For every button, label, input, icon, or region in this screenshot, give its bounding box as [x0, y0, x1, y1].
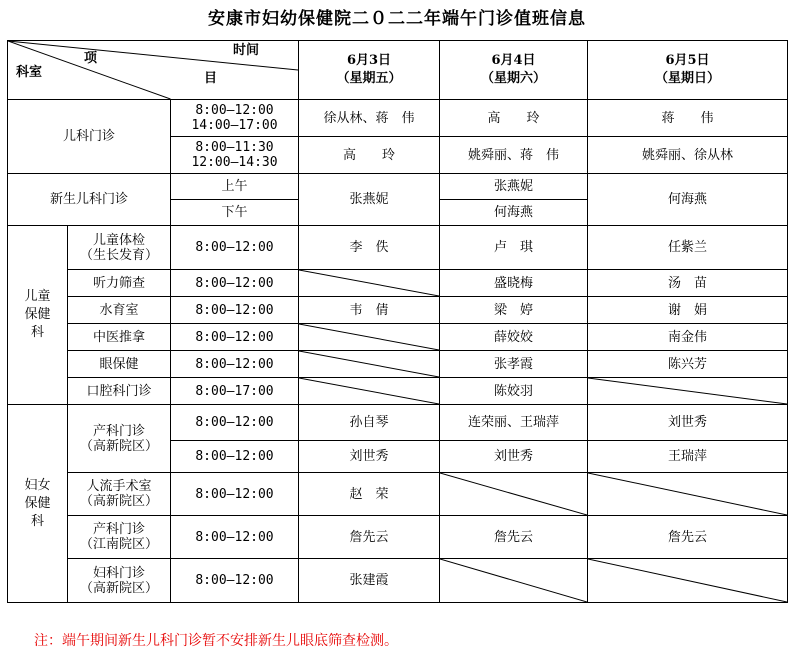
time-cell: 8:00—12:00	[171, 297, 299, 324]
duty-cell: 任紫兰	[588, 226, 788, 270]
duty-cell: 张燕妮	[299, 174, 440, 226]
day-3-weekday: （星期日）	[655, 71, 721, 86]
duty-cell: 谢 娟	[588, 297, 788, 324]
duty-cell: 刘世秀	[299, 441, 440, 473]
empty-slash-cell	[588, 378, 788, 405]
duty-cell: 姚舜丽、蒋 伟	[440, 137, 588, 174]
group-label: 妇女保健科	[24, 477, 51, 529]
header-day-3	[588, 41, 788, 100]
time-cell	[171, 137, 299, 174]
group-label: 儿童保健科	[24, 289, 51, 340]
day-2-weekday: （星期六）	[481, 71, 547, 86]
time-cell: 8:00—12:00	[171, 473, 299, 516]
page-title: 安康市妇幼保健院二０二二年端午门诊值班信息	[208, 9, 586, 29]
item-cell	[68, 516, 171, 559]
header-item-label: 项	[84, 51, 98, 66]
time-line: 14:00—17:00	[191, 118, 278, 133]
item-subname: （江南院区）	[79, 537, 158, 552]
duty-cell: 盛晓梅	[440, 270, 588, 297]
schedule-table	[7, 40, 788, 603]
item-cell: 眼保健	[68, 351, 171, 378]
duty-cell: 詹先云	[440, 516, 588, 559]
duty-cell: 张孝霞	[440, 351, 588, 378]
period-cell: 上午	[171, 174, 299, 200]
duty-cell: 李 佚	[299, 226, 440, 270]
table-row	[8, 473, 788, 516]
empty-slash-cell	[299, 270, 440, 297]
item-cell: 水育室	[68, 297, 171, 324]
table-row	[8, 405, 788, 441]
duty-cell: 蒋 伟	[588, 100, 788, 137]
table-row	[8, 226, 788, 270]
duty-cell: 孙自琴	[299, 405, 440, 441]
time-line: 12:00—14:30	[191, 155, 278, 170]
item-subname: （高新院区）	[79, 494, 158, 509]
group-women-health	[8, 405, 68, 603]
table-row	[8, 174, 788, 200]
table-row	[8, 378, 788, 405]
duty-cell: 刘世秀	[588, 405, 788, 441]
duty-cell: 陈兴芳	[588, 351, 788, 378]
item-name: 产科门诊	[92, 522, 145, 537]
duty-cell: 连荣丽、王瑞萍	[440, 405, 588, 441]
table-row	[8, 351, 788, 378]
table-row	[8, 516, 788, 559]
header-day-1	[299, 41, 440, 100]
header-day-2	[440, 41, 588, 100]
day-2-date: 6月4日	[491, 53, 536, 68]
time-cell: 8:00—12:00	[171, 516, 299, 559]
empty-slash-cell	[299, 351, 440, 378]
empty-slash-cell	[299, 324, 440, 351]
footnote: 注：端午期间新生儿科门诊暂不安排新生儿眼底筛查检测。	[34, 633, 398, 649]
duty-cell: 姚舜丽、徐从林	[588, 137, 788, 174]
item-cell: 中医推拿	[68, 324, 171, 351]
duty-cell: 韦 倩	[299, 297, 440, 324]
header-row	[8, 41, 788, 100]
item-subname: （生长发育）	[79, 247, 158, 263]
item-cell	[68, 405, 171, 473]
empty-slash-cell	[299, 378, 440, 405]
empty-slash-cell	[588, 473, 788, 516]
duty-cell: 薛姣姣	[440, 324, 588, 351]
time-cell: 8:00—12:00	[171, 351, 299, 378]
duty-cell: 刘世秀	[440, 441, 588, 473]
header-dept-label: 科室	[16, 65, 43, 80]
empty-slash-cell	[440, 473, 588, 516]
item-cell: 听力筛查	[68, 270, 171, 297]
item-name: 儿童体检	[92, 232, 145, 248]
empty-slash-cell	[440, 559, 588, 603]
group-child-health	[8, 226, 68, 405]
time-cell: 8:00—12:00	[171, 324, 299, 351]
duty-cell: 南金伟	[588, 324, 788, 351]
item-subname: （高新院区）	[79, 580, 158, 596]
time-cell: 8:00—12:00	[171, 405, 299, 441]
day-3-date: 6月5日	[665, 53, 710, 68]
time-cell: 8:00—12:00	[171, 559, 299, 603]
table-row	[8, 559, 788, 603]
table-row	[8, 324, 788, 351]
table-row	[8, 297, 788, 324]
table-row	[8, 270, 788, 297]
header-corner-cell	[8, 41, 299, 100]
duty-cell: 汤 苗	[588, 270, 788, 297]
duty-cell: 高 玲	[440, 100, 588, 137]
header-mu-label: 目	[204, 71, 218, 86]
time-cell: 8:00—12:00	[171, 441, 299, 473]
duty-cell: 王瑞萍	[588, 441, 788, 473]
time-cell	[171, 100, 299, 137]
duty-cell: 赵 荣	[299, 473, 440, 516]
item-name: 产科门诊	[92, 423, 145, 439]
empty-slash-cell	[588, 559, 788, 603]
duty-cell: 何海燕	[440, 200, 588, 226]
duty-cell: 高 玲	[299, 137, 440, 174]
item-name: 妇科门诊	[92, 565, 145, 581]
item-cell	[68, 226, 171, 270]
duty-cell: 卢 琪	[440, 226, 588, 270]
duty-cell: 张燕妮	[440, 174, 588, 200]
item-cell	[68, 473, 171, 516]
item-cell: 口腔科门诊	[68, 378, 171, 405]
period-cell: 下午	[171, 200, 299, 226]
time-line: 8:00—12:00	[195, 103, 274, 118]
duty-cell: 梁 婷	[440, 297, 588, 324]
dept-pediatrics: 儿科门诊	[8, 100, 171, 174]
duty-cell: 徐从林、蒋 伟	[299, 100, 440, 137]
duty-cell: 何海燕	[588, 174, 788, 226]
duty-cell: 詹先云	[588, 516, 788, 559]
time-cell: 8:00—12:00	[171, 226, 299, 270]
item-name: 人流手术室	[86, 479, 152, 494]
duty-cell: 詹先云	[299, 516, 440, 559]
duty-cell: 陈姣羽	[440, 378, 588, 405]
header-time-label: 时间	[233, 43, 260, 58]
item-cell	[68, 559, 171, 603]
dept-neonatal: 新生儿科门诊	[8, 174, 171, 226]
time-line: 8:00—11:30	[195, 140, 274, 155]
time-cell: 8:00—17:00	[171, 378, 299, 405]
item-subname: （高新院区）	[79, 438, 158, 454]
day-1-date: 6月3日	[346, 53, 392, 68]
duty-cell: 张建霞	[299, 559, 440, 603]
time-cell: 8:00—12:00	[171, 270, 299, 297]
day-1-weekday: （星期五）	[336, 71, 402, 86]
table-row	[8, 100, 788, 137]
